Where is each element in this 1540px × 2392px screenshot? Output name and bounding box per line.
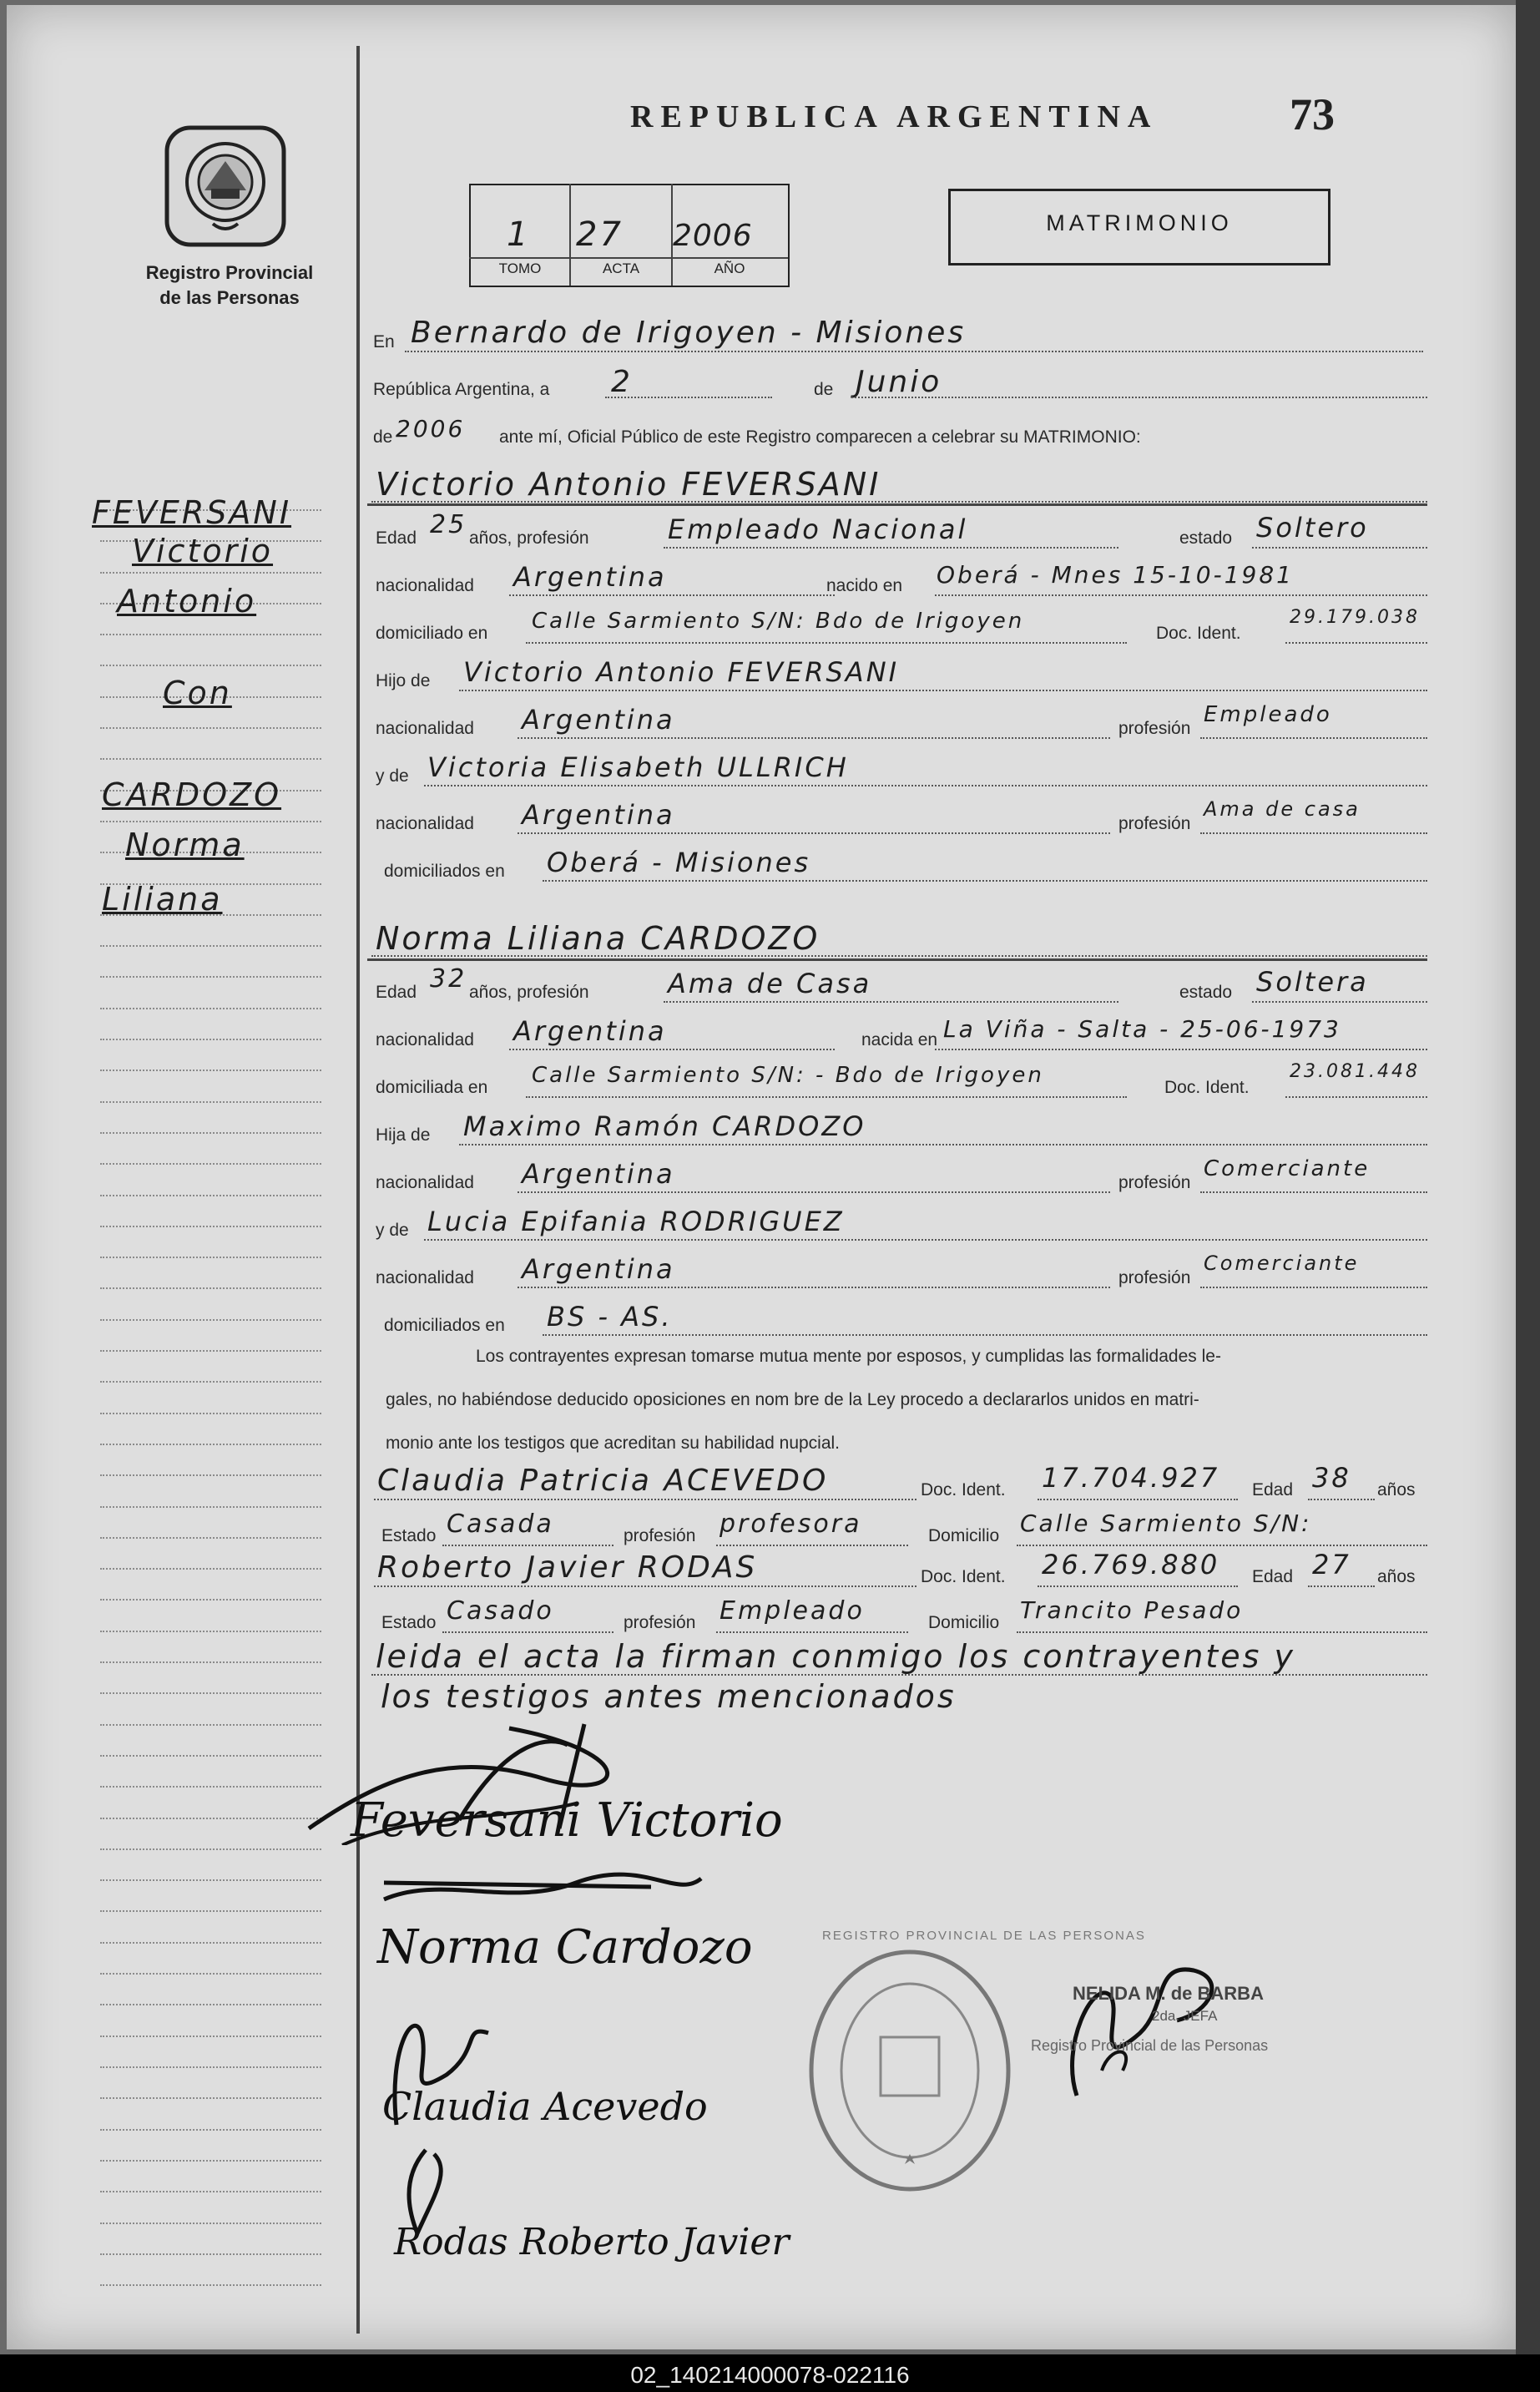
margin-note-line: FEVERSANI xyxy=(92,494,292,531)
margin-ruled-line xyxy=(100,1444,321,1445)
bride-mother-prof-label: profesión xyxy=(1118,1268,1191,1287)
fill-line xyxy=(509,594,835,596)
groom-birth-label: nacido en xyxy=(826,576,903,595)
acta-value: 27 xyxy=(576,215,624,254)
margin-ruled-line xyxy=(100,1413,321,1414)
margin-ruled-line xyxy=(100,1474,321,1476)
fill-line xyxy=(459,690,1427,691)
declaration-line: monio ante los testigos que acreditan su habilidad nupcial. xyxy=(386,1434,841,1453)
country-title: REPUBLICA ARGENTINA xyxy=(630,99,1159,134)
official-name: NELIDA M. de BARBA xyxy=(1073,1983,1264,2004)
republic-label: República Argentina, a xyxy=(373,380,550,399)
fill-line xyxy=(1252,547,1427,549)
groom-nationality: Argentina xyxy=(513,561,667,593)
groom-estado-label: estado xyxy=(1179,528,1233,548)
margin-note-line: Norma xyxy=(125,827,245,863)
witness2-name: Roberto Javier RODAS xyxy=(377,1550,758,1585)
en-label: En xyxy=(373,332,395,351)
margin-note-line: Antonio xyxy=(117,583,257,619)
groom-mother-nat-label: nacionalidad xyxy=(376,814,474,833)
margin-ruled-line xyxy=(100,1755,321,1757)
record-divider xyxy=(469,257,788,259)
witness1-profession: profesora xyxy=(720,1510,862,1539)
groom-doc-label: Doc. Ident. xyxy=(1156,624,1241,643)
fill-line xyxy=(716,1631,908,1633)
bride-address: Calle Sarmiento S/N: - Bdo de Irigoyen xyxy=(532,1063,1044,1088)
margin-note-line: CARDOZO xyxy=(102,776,282,813)
margin-ruled-line xyxy=(100,1132,321,1134)
margin-ruled-line xyxy=(100,2004,321,2005)
bride-doc: 23.081.448 xyxy=(1290,1061,1420,1082)
groom-mother-nat: Argentina xyxy=(522,799,675,831)
witness2-age-suffix: años xyxy=(1377,1567,1416,1586)
bride-mother-label: y de xyxy=(376,1221,409,1240)
registry-name: Registro Provincial de las Personas xyxy=(145,262,314,308)
groom-father-prof-label: profesión xyxy=(1118,719,1191,738)
groom-signature: Feversani Victorio xyxy=(351,1793,783,1848)
margin-ruled-line xyxy=(100,1631,321,1632)
bride-nac-label: nacionalidad xyxy=(376,1030,474,1049)
fill-line xyxy=(371,501,1427,503)
groom-profession: Empleado Nacional xyxy=(668,513,968,545)
margin-ruled-line xyxy=(100,727,321,729)
book-edge xyxy=(1516,0,1540,2392)
bride-father-nat-label: nacionalidad xyxy=(376,1173,474,1192)
fill-line xyxy=(424,785,1427,786)
groom-edad-label: Edad xyxy=(376,528,417,548)
bride-father: Maximo Ramón CARDOZO xyxy=(463,1110,866,1142)
fill-line xyxy=(1308,1499,1375,1500)
witness1-doc-label: Doc. Ident. xyxy=(921,1480,1006,1499)
margin-ruled-line xyxy=(100,1163,321,1165)
witness2-doc-label: Doc. Ident. xyxy=(921,1567,1006,1586)
witness2-doc: 26.769.880 xyxy=(1042,1549,1220,1580)
witness1-estado-label: Estado xyxy=(381,1526,437,1545)
closing-line: leida el acta la firman conmigo los contrayentes y xyxy=(376,1638,1295,1675)
witness2-address: Trancito Pesado xyxy=(1020,1596,1244,1624)
margin-ruled-line xyxy=(100,1568,321,1570)
bride-parents-dom-label: domiciliados en xyxy=(384,1316,505,1335)
fill-line xyxy=(664,1001,1118,1003)
margin-ruled-line xyxy=(100,1350,321,1352)
page-number: 73 xyxy=(1290,89,1335,139)
groom-mother-prof-label: profesión xyxy=(1118,814,1191,833)
margin-note-line: Liliana xyxy=(102,881,223,918)
bride-mother-prof: Comerciante xyxy=(1204,1252,1360,1275)
fill-line xyxy=(935,1049,1427,1050)
bride-father-label: Hija de xyxy=(376,1125,431,1145)
witness2-estado-label: Estado xyxy=(381,1613,437,1632)
margin-ruled-line xyxy=(100,1786,321,1788)
fill-line xyxy=(518,832,1110,834)
bride-father-prof: Comerciante xyxy=(1204,1156,1371,1181)
witness1-address: Calle Sarmiento S/N: xyxy=(1020,1510,1312,1537)
fill-line xyxy=(374,1499,916,1500)
fill-line xyxy=(1200,1191,1427,1193)
fill-line xyxy=(442,1631,613,1633)
fill-line xyxy=(518,1191,1110,1193)
witness1-prof-label: profesión xyxy=(624,1526,696,1545)
margin-ruled-line xyxy=(100,1506,321,1508)
groom-parents-dom-label: domiciliados en xyxy=(384,862,505,881)
acta-label: ACTA xyxy=(602,260,640,276)
margin-ruled-line xyxy=(100,1879,321,1881)
fill-line xyxy=(605,397,772,398)
fill-line xyxy=(518,737,1110,739)
witness1-edad-label: Edad xyxy=(1252,1480,1294,1499)
fill-line xyxy=(526,1096,1127,1098)
fill-line xyxy=(1200,1287,1427,1288)
bride-mother-nat-label: nacionalidad xyxy=(376,1268,474,1287)
crossed-signature xyxy=(376,1866,709,1916)
groom-mother: Victoria Elisabeth ULLRICH xyxy=(427,751,849,783)
groom-father-prof: Empleado xyxy=(1204,702,1332,727)
fill-line xyxy=(543,880,1427,882)
margin-note-line: Victorio xyxy=(132,533,274,569)
fill-line xyxy=(1017,1631,1427,1633)
margin-note-line: Con xyxy=(163,675,232,711)
groom-dom-label: domiciliado en xyxy=(376,624,488,643)
tomo-label: TOMO xyxy=(498,260,542,276)
fill-line xyxy=(459,1144,1427,1145)
bride-rule xyxy=(367,958,1427,961)
groom-mother-label: y de xyxy=(376,766,409,786)
stamp-text: REGISTRO PROVINCIAL DE LAS PERSONAS xyxy=(822,1929,1146,1943)
bride-mother: Lucia Epifania RODRIGUEZ xyxy=(427,1206,845,1237)
margin-ruled-line xyxy=(100,2160,321,2162)
margin-ruled-line xyxy=(100,1195,321,1196)
margin-ruled-line xyxy=(100,1537,321,1539)
bride-parents-dom: BS - AS. xyxy=(547,1301,673,1333)
margin-ruled-line xyxy=(100,1039,321,1040)
year-value: 2006 xyxy=(396,415,466,442)
margin-ruled-line xyxy=(100,1599,321,1601)
fill-line xyxy=(424,1239,1427,1241)
margin-ruled-line xyxy=(100,1257,321,1258)
bride-doc-label: Doc. Ident. xyxy=(1164,1078,1250,1097)
margin-ruled-line xyxy=(100,634,321,635)
witness1-age: 38 xyxy=(1312,1462,1351,1494)
ano-label: AÑO xyxy=(714,260,745,276)
bride-age-suffix: años, profesión xyxy=(469,983,589,1002)
margin-ruled-line xyxy=(100,1848,321,1850)
witness2-profession: Empleado xyxy=(720,1596,865,1626)
groom-name: Victorio Antonio FEVERSANI xyxy=(376,466,881,503)
groom-father-nat: Argentina xyxy=(522,704,675,736)
groom-nac-label: nacionalidad xyxy=(376,576,474,595)
official-title: 2da. JEFA xyxy=(1152,2008,1218,2024)
fill-line xyxy=(1038,1585,1238,1587)
fill-line xyxy=(526,642,1127,644)
margin-ruled-line xyxy=(100,758,321,760)
witness1-name: Claudia Patricia ACEVEDO xyxy=(377,1464,829,1498)
fill-line xyxy=(374,1585,916,1587)
margin-ruled-line xyxy=(100,1973,321,1975)
groom-age: 25 xyxy=(430,510,467,539)
margin-ruled-line xyxy=(100,2129,321,2131)
margin-ruled-line xyxy=(100,1692,321,1694)
image-code: 02_140214000078-022116 xyxy=(630,2362,910,2388)
bride-birth-label: nacida en xyxy=(861,1030,938,1049)
fill-line xyxy=(1038,1499,1238,1500)
groom-age-suffix: años, profesión xyxy=(469,528,589,548)
official-stamp-icon xyxy=(805,1945,1014,2196)
margin-ruled-line xyxy=(100,2191,321,2192)
closing-line: los testigos antes mencionados xyxy=(381,1678,957,1715)
margin-ruled-line xyxy=(100,1319,321,1321)
margin-ruled-line xyxy=(100,821,321,822)
margin-ruled-line xyxy=(100,665,321,666)
fill-line xyxy=(935,594,1427,596)
margin-ruled-line xyxy=(100,1101,321,1103)
fill-line xyxy=(1200,832,1427,834)
margin-ruled-line xyxy=(100,1818,321,1819)
margin-ruled-line xyxy=(100,1287,321,1289)
margin-ruled-line xyxy=(100,1661,321,1663)
margin-ruled-line xyxy=(100,1381,321,1383)
intro-text: ante mí, Oficial Público de este Registro comparecen a celebrar su MATRIMONIO: xyxy=(499,427,1141,447)
fill-line xyxy=(509,1049,835,1050)
bride-birth: La Viña - Salta - 25-06-1973 xyxy=(943,1015,1341,1043)
groom-address: Calle Sarmiento S/N: Bdo de Irigoyen xyxy=(532,609,1025,634)
witness2-status: Casado xyxy=(447,1596,554,1626)
bride-edad-label: Edad xyxy=(376,983,417,1002)
margin-ruled-line xyxy=(100,2066,321,2068)
margin-ruled-line xyxy=(100,2035,321,2037)
groom-parents-dom: Oberá - Misiones xyxy=(547,847,811,878)
fill-line xyxy=(543,1334,1427,1336)
fill-line xyxy=(1308,1585,1375,1587)
margin-ruled-line xyxy=(100,1008,321,1009)
bride-name: Norma Liliana CARDOZO xyxy=(376,920,820,957)
margin-ruled-line xyxy=(100,976,321,978)
witness1-status: Casada xyxy=(447,1510,554,1539)
bride-profession: Ama de Casa xyxy=(668,968,872,999)
month-de-label: de xyxy=(814,380,834,399)
margin-ruled-line xyxy=(100,2223,321,2224)
bride-signature: Norma Cardozo xyxy=(377,1920,753,1975)
groom-doc: 29.179.038 xyxy=(1290,607,1420,628)
groom-father: Victorio Antonio FEVERSANI xyxy=(463,656,900,688)
bride-estado-label: estado xyxy=(1179,983,1233,1002)
bride-age: 32 xyxy=(430,964,467,994)
margin-ruled-line xyxy=(100,2284,321,2286)
provincial-seal-icon xyxy=(163,124,288,249)
official-signature xyxy=(1043,1945,1269,2104)
groom-rule xyxy=(367,503,1427,506)
fill-line xyxy=(442,1545,613,1546)
ano-value: 2006 xyxy=(673,219,753,253)
place-value: Bernardo de Irigoyen - Misiones xyxy=(411,316,967,350)
margin-ruled-line xyxy=(100,1942,321,1944)
bride-father-prof-label: profesión xyxy=(1118,1173,1191,1192)
margin-ruled-line xyxy=(100,945,321,947)
margin-ruled-line xyxy=(100,1724,321,1726)
witness1-doc: 17.704.927 xyxy=(1042,1462,1220,1494)
declaration-line: gales, no habiéndose deducido oposiciones en nom bre de la Ley procedo a declararlos unidos en matri- xyxy=(386,1390,1199,1409)
witness2-signature: Rodas Roberto Javier xyxy=(394,2221,790,2263)
margin-ruled-line xyxy=(100,572,321,574)
fill-line xyxy=(1200,737,1427,739)
margin-ruled-line xyxy=(100,1226,321,1227)
fill-line xyxy=(716,1545,908,1546)
groom-birth: Oberá - Mnes 15-10-1981 xyxy=(937,561,1294,589)
fill-line xyxy=(1017,1545,1427,1546)
bride-status: Soltera xyxy=(1256,966,1369,998)
margin-ruled-line xyxy=(100,1070,321,1071)
witness2-prof-label: profesión xyxy=(624,1613,696,1632)
fill-line xyxy=(1285,642,1427,644)
bride-nationality: Argentina xyxy=(513,1015,667,1047)
bride-father-nat: Argentina xyxy=(522,1158,675,1190)
fill-line xyxy=(1252,1001,1427,1003)
witness2-age: 27 xyxy=(1312,1549,1351,1580)
fill-line xyxy=(371,955,1427,957)
fill-line xyxy=(371,1674,1427,1676)
witness1-dom-label: Domicilio xyxy=(928,1526,1000,1545)
margin-ruled-line xyxy=(100,2097,321,2099)
declaration-line: Los contrayentes expresan tomarse mutua mente por esposos, y cumplidas las formalidades le- xyxy=(476,1347,1221,1366)
margin-rule xyxy=(356,46,360,2334)
bride-mother-nat: Argentina xyxy=(522,1253,675,1285)
year-de-label: de xyxy=(373,427,393,447)
tomo-value: 1 xyxy=(507,215,531,254)
witness1-age-suffix: años xyxy=(1377,1480,1416,1499)
witness1-signature: Claudia Acevedo xyxy=(382,2084,708,2129)
witness2-edad-label: Edad xyxy=(1252,1567,1294,1586)
official-registry: Registro Provincial de las Personas xyxy=(1031,2037,1269,2054)
groom-father-label: Hijo de xyxy=(376,671,431,690)
groom-status: Soltero xyxy=(1256,512,1369,544)
fill-line xyxy=(405,351,1423,352)
margin-ruled-line xyxy=(100,2253,321,2255)
bride-dom-label: domiciliada en xyxy=(376,1078,488,1097)
fill-line xyxy=(664,547,1118,549)
witness2-dom-label: Domicilio xyxy=(928,1613,1000,1632)
groom-father-nat-label: nacionalidad xyxy=(376,719,474,738)
month-value: Junio xyxy=(856,365,942,399)
fill-line xyxy=(1285,1096,1427,1098)
day-value: 2 xyxy=(611,365,633,399)
groom-mother-prof: Ama de casa xyxy=(1204,797,1361,821)
fill-line xyxy=(518,1287,1110,1288)
fill-line xyxy=(851,397,1427,398)
act-type: MATRIMONIO xyxy=(1046,210,1233,235)
margin-ruled-line xyxy=(100,1910,321,1912)
